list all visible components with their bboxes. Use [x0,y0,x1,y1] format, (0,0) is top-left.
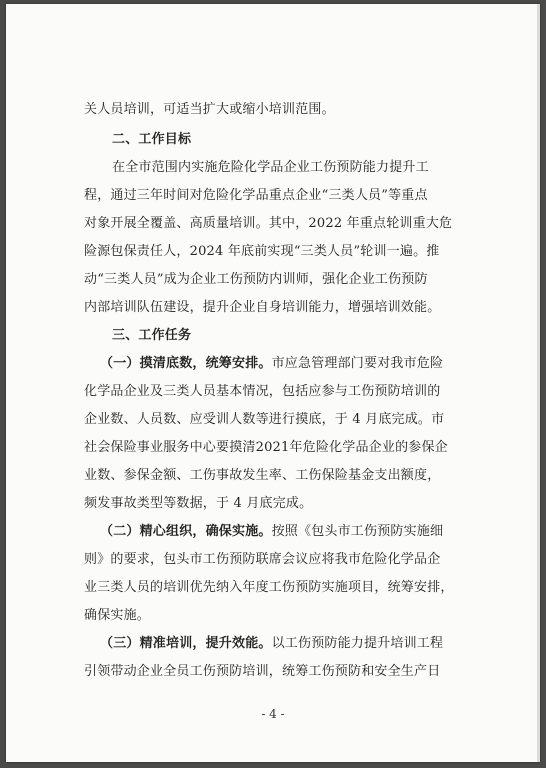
paragraph-line: 业数、参保金额、工伤事故发生率、工伤保险基金支出额度， [84,468,441,483]
paragraph-line: 对象开展全覆盖、高质量培训。其中，2022 年重点轮训重大危 [84,216,453,231]
paragraph-line: 动“三类人员”成为企业工伤预防内训师，强化企业工伤预防 [84,272,428,287]
section-heading-goal: 二、工作目标 [112,132,192,147]
paragraph-line: 确保实施。 [84,608,151,623]
paragraph-line: 社会保险事业服务中心要摸清2021年危险化学品企业的参保企 [84,440,448,455]
paragraph-line: 程，通过三年时间对危险化学品重点企业“三类人员”等重点 [84,188,428,203]
paragraph-line: 则》的要求，包头市工伤预防联席会议应将我市危险化学品企 [84,552,441,567]
document-page [6,4,540,762]
page-edge-shadow [537,4,540,762]
task-item-1-lead: （一）摸清底数，统筹安排。 [100,356,272,371]
paragraph-line: 在全市范围内实施危险化学品企业工伤预防能力提升工 [112,160,429,175]
task-item-1-line [100,352,443,371]
task-item-2-line [100,520,443,539]
paragraph-line: 引领带动企业全员工伤预防培训，统筹工伤预防和安全生产日 [84,664,441,679]
paragraph-line: 业三类人员的培训优先纳入年度工伤预防实施项目，统筹安排， [84,580,454,595]
task-item-2-lead: （二）精心组织，确保实施。 [100,524,272,539]
paragraph-line: 按照《包头市工伤预防实施细 [271,524,444,539]
task-item-3-lead: （三）精准培训，提升效能。 [100,636,272,651]
section-heading-tasks: 三、工作任务 [112,328,192,343]
paragraph-line: 频发事故类型等数据，于 4 月底完成。 [84,496,313,511]
page-number: - 4 - [261,707,285,721]
paragraph-line: 以工伤预防能力提升培训工程 [271,636,444,651]
paragraph-line: 内部培训队伍建设，提升企业自身培训能力，增强培训效能。 [84,300,441,315]
paragraph-line: 企业数、人员数、应受训人数等进行摸底，于 4 月底完成。市 [84,412,445,427]
paragraph-line: 化学品企业及三类人员基本情况，包括应参与工伤预防培训的 [84,384,441,399]
paragraph-line: 险源包保责任人，2024 年底前实现“三类人员”轮训一遍。推 [84,244,440,259]
task-item-3-line [100,632,443,651]
paragraph-line: 市应急管理部门要对我市危险 [271,356,444,371]
paragraph-line: 关人员培训，可适当扩大或缩小培训范围。 [84,102,335,117]
